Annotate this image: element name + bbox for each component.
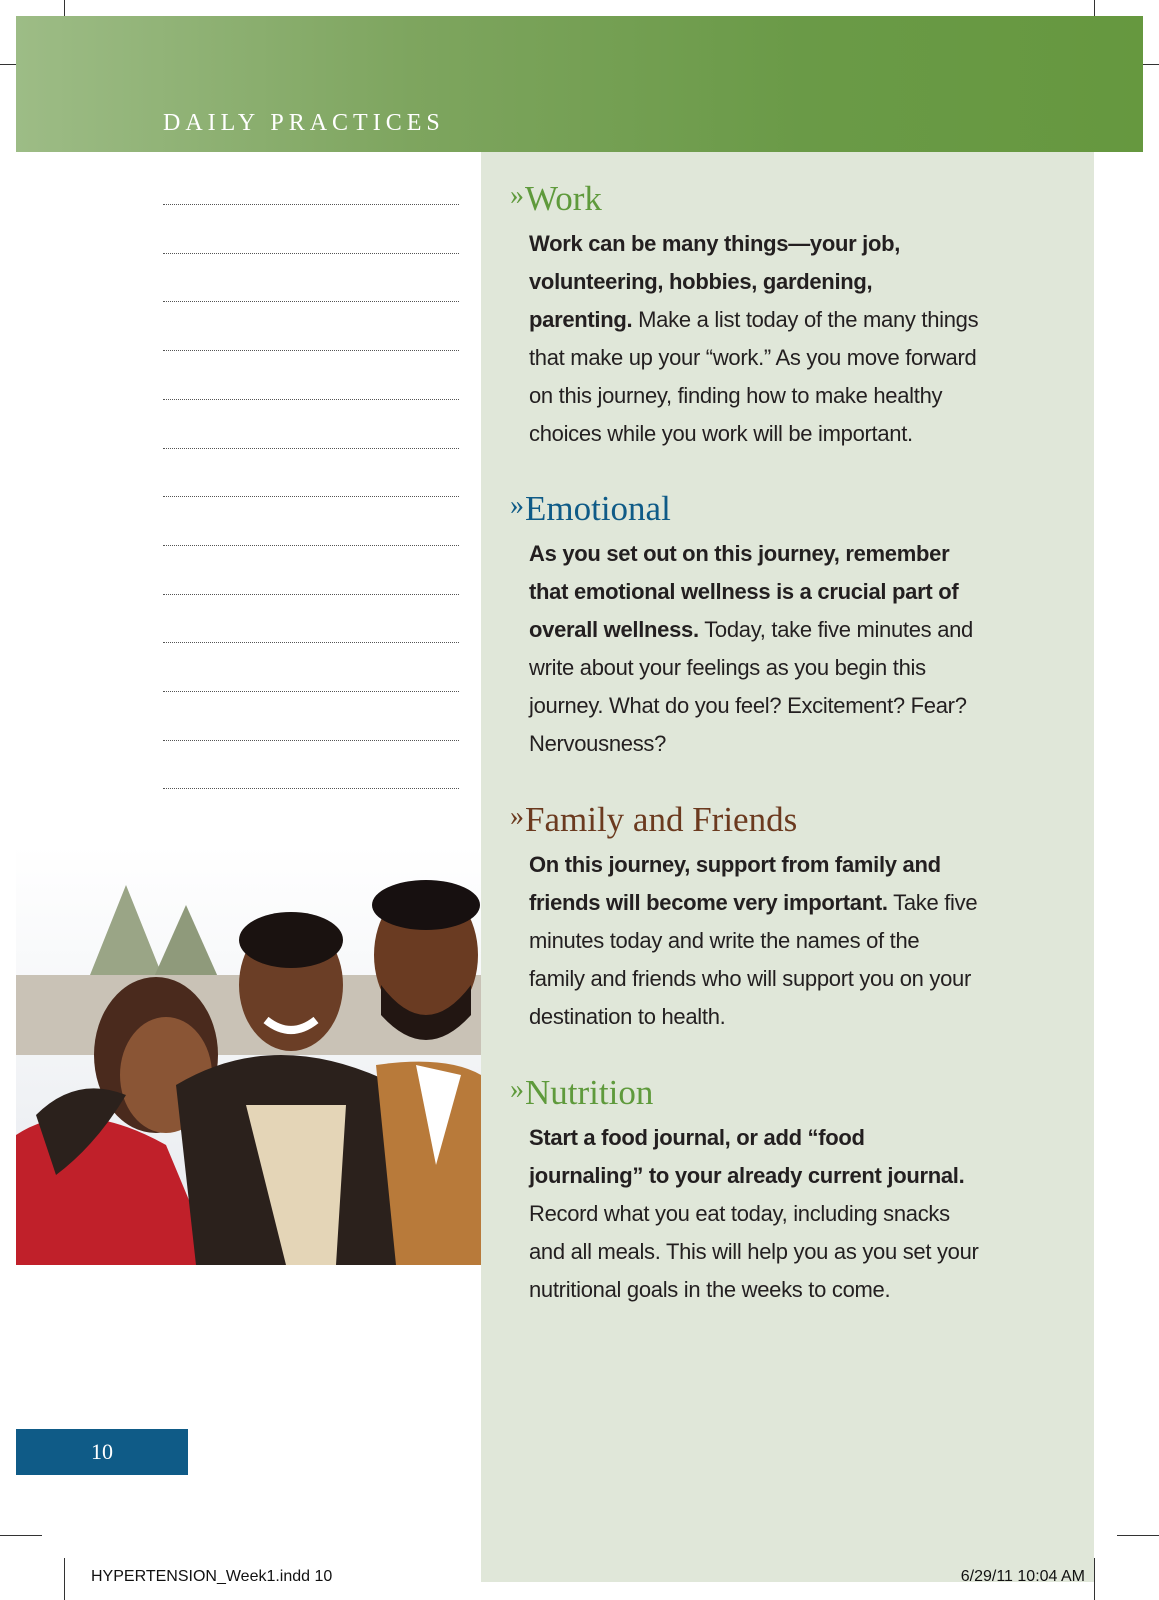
crop-mark [1117,1535,1159,1536]
chevron-icon: » [510,490,524,521]
chevron-icon: » [510,180,524,211]
photo-of-three-people [16,845,481,1265]
writing-line [163,448,459,449]
writing-line [163,740,459,741]
chevron-icon: » [510,1074,524,1105]
section-emotional [510,486,980,763]
chevron-icon: » [510,801,524,832]
footer-timestamp: 6/29/11 10:04 AM [960,1568,1085,1585]
writing-line [163,594,459,595]
writing-line [163,496,459,497]
section-body: Work can be many things—your job, volunteering, hobbies, gardening, parenting. Make a list today of the many things that make up your “work.” As you move forward on this journey, finding how to make healthy choices while you work will be important. [529,231,979,446]
section-heading: »Nutrition [510,1073,654,1112]
writing-line [163,301,459,302]
footer-filename: HYPERTENSION_Week1.indd 10 [91,1568,333,1585]
writing-line [163,691,459,692]
writing-line [163,253,459,254]
section-heading: »Work [510,179,602,218]
crop-mark [1094,1558,1095,1600]
section-body: On this journey, support from family and friends will become very important. Take five minutes today and write the names of the family and friends who will support you on your destination to health. [529,852,978,1029]
section-heading: »Emotional [510,489,671,528]
crop-mark [0,1535,42,1536]
section-nutrition [510,1070,980,1309]
section-family-and-friends [510,797,980,1036]
writing-line [163,399,459,400]
crop-mark [64,1558,65,1600]
writing-line [163,788,459,789]
section-work [510,176,980,453]
page-section-title: DAILY PRACTICES [163,110,445,136]
section-heading: »Family and Friends [510,800,798,839]
page-number: 10 [16,1429,188,1475]
writing-line [163,545,459,546]
section-body: As you set out on this journey, remember that emotional wellness is a crucial part of overall wellness. Today, take five minutes and write about your feelings as you begin this journey. What do you feel? Excitement? Fear? Nervousness? [529,541,973,756]
writing-line [163,204,459,205]
writing-line [163,642,459,643]
section-body: Start a food journal, or add “food journaling” to your already current journal. Record what you eat today, including snacks and all meals. This will help you as you set your nutritional goals in the weeks to come. [529,1125,979,1302]
writing-line [163,350,459,351]
photo-illustration [16,845,481,1265]
